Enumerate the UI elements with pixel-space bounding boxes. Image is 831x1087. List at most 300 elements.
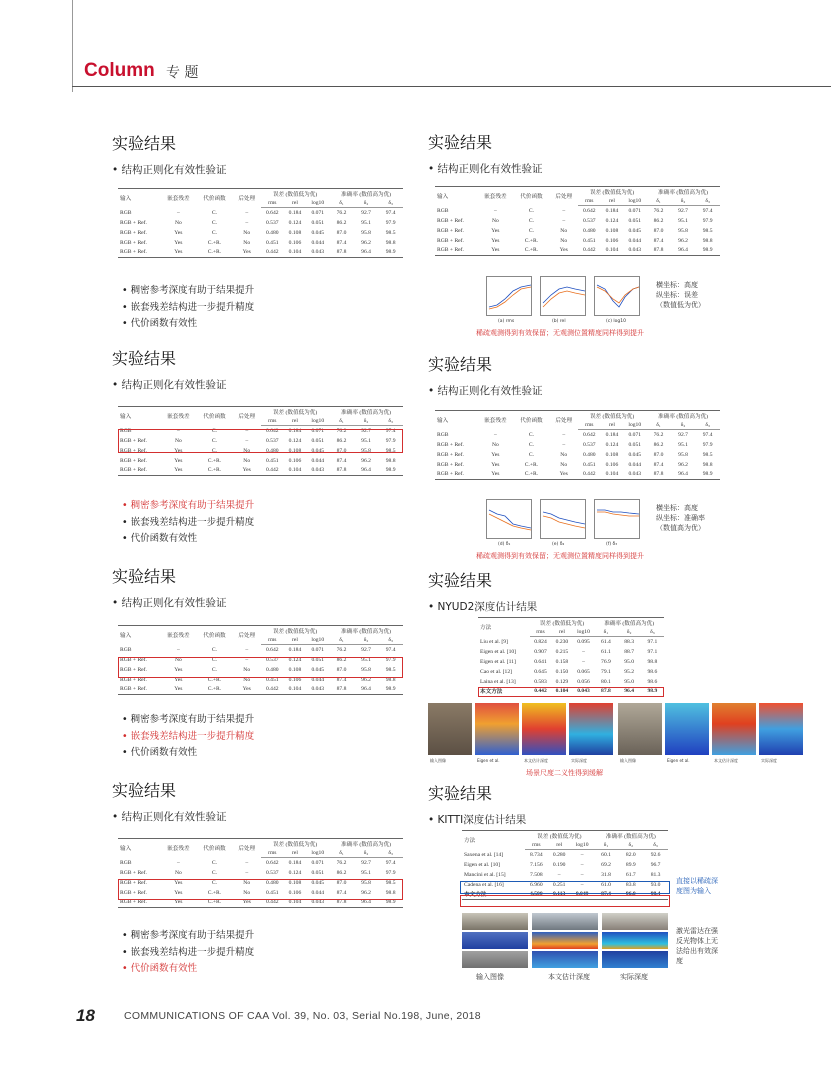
table-subheader-cell: δ₃ <box>695 421 720 430</box>
table-cell: RGB + Ref. <box>120 869 147 876</box>
table-cell: C. <box>211 219 218 226</box>
table-cell: 0.051 <box>628 441 642 448</box>
table-cell: – <box>176 427 180 434</box>
bullet-item: • 代价函数有效性 <box>122 963 198 974</box>
table-cell: 0.184 <box>605 431 619 438</box>
table-cell: 0.044 <box>311 239 325 246</box>
table-cell: No <box>243 879 251 886</box>
table-cell: RGB + Ref. <box>120 676 147 683</box>
plot-svg <box>487 500 533 540</box>
table-row <box>478 667 664 677</box>
header-rule <box>72 86 817 87</box>
table-cell: 86.2 <box>653 217 664 224</box>
table-subheader-cell: δ₁ <box>594 841 619 850</box>
table-cell: No <box>243 889 251 896</box>
plot-caption: (b) rel <box>552 319 566 324</box>
table-cell: 92.6 <box>650 851 661 858</box>
table-cell: C.+R. <box>524 237 539 244</box>
table-cell: 本文方法 <box>480 689 503 696</box>
depth-image <box>759 703 803 755</box>
plots-note-line: （数值低为优） <box>656 301 705 309</box>
table-cell: 98.9 <box>647 688 658 695</box>
kitti-note-black <box>676 926 718 966</box>
table-header-cell: 输入 <box>437 194 449 201</box>
table-cell: 98.5 <box>385 447 396 454</box>
table-group-accuracy: 准确率 (数值高为优) <box>341 409 392 416</box>
section-subtitle-l1: • 结构正则化有效性验证 <box>112 164 227 176</box>
table-cell: RGB + Ref. <box>120 457 147 464</box>
section-subtitle-r1: • 结构正则化有效性验证 <box>428 163 543 175</box>
section-subtitle-l3: • 结构正则化有效性验证 <box>112 597 227 609</box>
table-cell: 95.1 <box>361 869 371 876</box>
table-cell: No <box>243 239 251 246</box>
table-cell: 0.451 <box>582 237 596 244</box>
table-subheader-cell: log10 <box>306 199 329 208</box>
table-cell: RGB + Ref. <box>120 879 147 886</box>
table-cell: – <box>557 871 561 878</box>
table-cell: 87.0 <box>336 229 347 236</box>
line-plot-r1 <box>540 276 586 316</box>
table-subheader-cell: log10 <box>306 849 329 858</box>
table-cell: Yes <box>174 467 183 474</box>
section-subtitle-r4: • KITTI深度估计结果 <box>428 814 527 826</box>
table-header-cell: 方法 <box>480 625 492 632</box>
table-cell: 61.7 <box>625 871 636 878</box>
plots-note <box>656 503 705 533</box>
table-row <box>435 216 720 226</box>
table-header-cell: 方法 <box>464 838 476 845</box>
section-title-r3: 实验结果 <box>428 571 493 590</box>
table-cell: C. <box>528 227 535 234</box>
table-cell: 0.045 <box>311 229 325 236</box>
table-cell: 87.8 <box>601 688 611 695</box>
table-cell: RGB + Ref. <box>437 451 464 458</box>
table-cell: No <box>243 229 251 236</box>
table-cell: RGB + Ref. <box>120 656 147 663</box>
table-cell: C. <box>528 441 535 448</box>
table-cell: 0.045 <box>311 879 325 886</box>
table-cell: – <box>580 881 584 888</box>
table-cell: 97.4 <box>385 427 396 434</box>
table-cell: 0.124 <box>288 656 302 663</box>
depth-image <box>522 703 566 755</box>
table-cell: 0.158 <box>555 658 569 665</box>
table-cell: 86.2 <box>653 441 664 448</box>
depth-image <box>428 703 472 755</box>
reg-table-r1 <box>435 186 720 256</box>
header-rule-tick <box>817 86 831 87</box>
table-cell: No <box>560 461 568 468</box>
table-cell: 0.071 <box>311 427 325 434</box>
table-cell: 0.451 <box>265 457 279 464</box>
table-group-accuracy: 准确率 (数值高为优) <box>341 841 392 848</box>
table-cell: 98.8 <box>702 237 713 244</box>
table-cell: RGB <box>120 209 132 216</box>
depth-image <box>618 703 662 755</box>
table-cell: Eigen et al. [10] <box>464 861 501 868</box>
table-cell: C.+R. <box>207 676 222 683</box>
table-subheader-cell: log10 <box>571 841 594 850</box>
table-cell: – <box>245 209 249 216</box>
table-cell: No <box>243 447 251 454</box>
table-subheader-cell: δ₃ <box>643 841 668 850</box>
nyud-table <box>478 617 664 697</box>
line-plot-r2 <box>594 499 640 539</box>
table-subheader-cell: δ₃ <box>641 628 664 637</box>
table-cell: Mancini et al. [15] <box>464 871 506 878</box>
plot-caption: (c) log10 <box>606 319 627 324</box>
table-cell: – <box>580 851 584 858</box>
table-cell: 98.9 <box>385 467 396 474</box>
table-cell: 95.0 <box>624 678 635 685</box>
table-cell: 0.280 <box>552 851 566 858</box>
table-cell: 96.4 <box>361 899 371 906</box>
plots-note <box>656 280 705 310</box>
table-cell: C.+R. <box>207 249 222 256</box>
table-cell: 87.4 <box>601 891 611 898</box>
table-cell: 0.642 <box>265 427 279 434</box>
plots-note-line: 纵坐标：误差 <box>656 291 698 299</box>
table-cell: 61.0 <box>601 881 611 888</box>
table-cell: 0.051 <box>628 217 642 224</box>
table-cell: 0.824 <box>534 638 547 645</box>
table-cell: Yes <box>559 471 568 478</box>
table-cell: 97.9 <box>702 217 713 224</box>
table-cell: RGB + Ref. <box>120 447 147 454</box>
depth-image <box>475 703 519 755</box>
table-cell: 87.0 <box>653 451 664 458</box>
section-title-l4: 实验结果 <box>112 781 177 800</box>
table-subheader-cell: rms <box>261 849 284 858</box>
bullet-item: • 代价函数有效性 <box>122 318 198 329</box>
table-header-cell: 后处理 <box>238 196 256 203</box>
line-plot-r2 <box>540 499 586 539</box>
table-cell: 7.508 <box>530 871 543 878</box>
table-cell: 92.7 <box>678 431 688 438</box>
table-cell: 96.2 <box>678 237 688 244</box>
table-row <box>435 440 720 450</box>
table-cell: 0.044 <box>628 237 642 244</box>
table-cell: Yes <box>242 899 251 906</box>
table-cell: 0.184 <box>605 207 619 214</box>
table-cell: 0.108 <box>605 227 619 234</box>
table-subheader-cell: δ₂ <box>354 636 379 645</box>
section-title-l3: 实验结果 <box>112 567 177 586</box>
table-cell: – <box>245 859 249 866</box>
table-cell: 0.442 <box>534 688 547 695</box>
table-subheader-cell: rel <box>284 636 307 645</box>
table-cell: 96.7 <box>650 861 661 868</box>
table-cell: 98.5 <box>385 229 396 236</box>
table-cell: No <box>491 441 499 448</box>
section-subtitle-r2: • 结构正则化有效性验证 <box>428 385 543 397</box>
table-cell: Yes <box>174 676 183 683</box>
plot-series-line <box>543 516 585 528</box>
table-cell: RGB + Ref. <box>120 239 147 246</box>
kitti-note-black-line: 激光雷达在强 <box>676 927 718 935</box>
table-cell: No <box>560 451 568 458</box>
table-cell: Yes <box>174 889 183 896</box>
nyud-red-caption: 场景尺度二义性得到缓解 <box>526 769 603 777</box>
table-cell: 0.442 <box>582 247 596 254</box>
table-cell: 87.8 <box>336 467 347 474</box>
reg-table-l1 <box>118 188 403 258</box>
table-cell: 0.044 <box>628 461 642 468</box>
table-cell: RGB + Ref. <box>437 471 464 478</box>
table-subheader-cell: δ₁ <box>594 628 617 637</box>
table-group-error: 误差 (数值低为优) <box>272 628 318 635</box>
table-cell: Cadena et al. [16] <box>464 881 504 888</box>
table-row <box>118 645 403 655</box>
table-cell: Yes <box>174 666 183 673</box>
table-cell: 96.4 <box>624 688 635 695</box>
table-cell: 0.537 <box>265 656 279 663</box>
table-cell: Yes <box>491 247 500 254</box>
table-cell: RGB + Ref. <box>120 899 147 906</box>
table-cell: 0.108 <box>288 229 302 236</box>
table-cell: Yes <box>174 229 183 236</box>
table-subheader-cell: rms <box>530 628 551 637</box>
table-cell: No <box>243 676 251 683</box>
table-cell: 31.8 <box>601 871 611 878</box>
kitti-image <box>602 951 668 968</box>
table-cell: 87.4 <box>653 237 664 244</box>
table-subheader-cell: log10 <box>573 628 595 637</box>
table-cell: 79.1 <box>601 668 611 675</box>
table-subheader-cell: δ₁ <box>329 417 354 426</box>
depth-image-label: 输入图像 <box>430 758 446 763</box>
table-cell: 96.0 <box>625 891 636 898</box>
highlight-box <box>118 879 403 900</box>
table-subheader-cell: δ₁ <box>646 421 671 430</box>
table-cell: C. <box>211 447 218 454</box>
plots-note-line: 横坐标：高度 <box>656 504 698 512</box>
section-title-r4: 实验结果 <box>428 784 493 803</box>
table-cell: 0.108 <box>288 666 302 673</box>
table-group-error: 误差 (数值低为优) <box>539 620 585 627</box>
table-cell: 98.9 <box>385 686 396 693</box>
table-subheader-cell: rel <box>601 421 624 430</box>
table-cell: 98.6 <box>647 678 658 685</box>
table-cell: RGB + Ref. <box>437 237 464 244</box>
table-cell: RGB + Ref. <box>437 217 464 224</box>
table-subheader-cell: rms <box>261 199 284 208</box>
table-subheader-cell: log10 <box>623 197 646 206</box>
table-cell: 0.642 <box>582 207 596 214</box>
table-cell: 0.190 <box>552 861 566 868</box>
table-cell: 87.4 <box>336 889 347 896</box>
table-header-cell: 代价函数 <box>203 414 226 421</box>
table-cell: 0.480 <box>265 879 279 886</box>
table-cell: 0.480 <box>265 447 279 454</box>
kitti-image <box>462 932 528 949</box>
highlight-box <box>460 895 670 907</box>
table-cell: 83.8 <box>625 881 636 888</box>
table-cell: RGB + Ref. <box>120 229 147 236</box>
table-row <box>435 460 720 470</box>
table-cell: 4.500 <box>530 891 543 898</box>
table-row <box>118 208 403 218</box>
table-cell: – <box>245 427 249 434</box>
table-subheader-cell: δ₂ <box>354 849 379 858</box>
table-cell: 0.071 <box>311 859 325 866</box>
table-header-cell: 后处理 <box>238 414 256 421</box>
table-cell: – <box>493 207 497 214</box>
kitti-note-blue <box>676 876 718 896</box>
kitti-image-label: 输入图像 <box>476 973 504 981</box>
kitti-image-label: 实际深度 <box>620 973 648 981</box>
table-cell: 76.2 <box>336 427 347 434</box>
table-cell: 0.106 <box>288 889 302 896</box>
table-cell: C. <box>528 207 535 214</box>
section-title-l1: 实验结果 <box>112 134 177 153</box>
table-header-cell: 输入 <box>437 418 449 425</box>
table-header-cell: 嵌套残差 <box>167 846 190 853</box>
bullet-list <box>122 283 254 333</box>
kitti-note-blue-line: 直接以稀疏深 <box>676 877 718 885</box>
plot-caption: (e) δ₂ <box>552 542 565 547</box>
table-cell: 97.9 <box>385 656 396 663</box>
bullet-item: • 稠密参考深度有助于结果提升 <box>122 500 255 511</box>
table-group-accuracy: 准确率 (数值高为优) <box>341 628 392 635</box>
table-cell: 0.104 <box>605 471 619 478</box>
table-cell: 95.8 <box>361 229 371 236</box>
table-header-cell: 代价函数 <box>520 418 543 425</box>
table-cell: Eigen et al. [11] <box>480 658 516 665</box>
table-cell: RGB <box>120 427 132 434</box>
plots-note-line: （数值高为优） <box>656 524 705 532</box>
table-cell: Yes <box>174 899 183 906</box>
table-cell: – <box>245 869 249 876</box>
bullet-item: • 代价函数有效性 <box>122 533 198 544</box>
table-cell: 0.537 <box>265 219 279 226</box>
table-cell: – <box>245 646 249 653</box>
table-cell: 0.642 <box>265 646 279 653</box>
table-cell: 98.9 <box>702 471 713 478</box>
column-label: Column <box>84 60 155 81</box>
section-title-r2: 实验结果 <box>428 355 493 374</box>
table-cell: 0.108 <box>605 451 619 458</box>
table-cell: 88.7 <box>624 648 635 655</box>
table-header-cell: 输入 <box>120 414 132 421</box>
table-cell: 97.1 <box>647 648 658 655</box>
table-cell: 96.4 <box>678 471 688 478</box>
table-cell: 0.065 <box>577 668 590 675</box>
table-cell: 98.8 <box>702 461 713 468</box>
table-cell: 0.442 <box>582 471 596 478</box>
depth-image-label: 本文估计深度 <box>524 758 548 763</box>
table-cell: 6.960 <box>530 881 543 888</box>
table-subheader-cell: δ₃ <box>378 417 403 426</box>
table-row <box>435 430 720 440</box>
table-cell: 0.124 <box>605 441 619 448</box>
table-row <box>435 236 720 246</box>
table-cell: 69.2 <box>601 861 611 868</box>
table-cell: C. <box>528 217 535 224</box>
table-row <box>435 206 720 216</box>
kitti-image <box>462 951 528 968</box>
table-subheader-cell: δ₂ <box>618 841 643 850</box>
table-cell: 0.043 <box>577 688 590 695</box>
table-cell: Yes <box>242 249 251 256</box>
table-cell: 97.4 <box>702 207 713 214</box>
table-cell: 86.2 <box>336 219 347 226</box>
kitti-image <box>602 913 668 930</box>
table-cell: 96.2 <box>361 676 371 683</box>
table-cell: 93.0 <box>650 881 661 888</box>
table-cell: C.+R. <box>207 457 222 464</box>
table-header-cell: 代价函数 <box>520 194 543 201</box>
table-cell: 0.251 <box>552 881 566 888</box>
table-subheader-cell: rel <box>284 417 307 426</box>
table-cell: 95.8 <box>361 447 371 454</box>
section-subtitle-r3: • NYUD2深度估计结果 <box>428 601 538 613</box>
table-cell: 96.2 <box>361 889 371 896</box>
table-row <box>118 238 403 248</box>
table-cell: 0.480 <box>265 666 279 673</box>
table-cell: Liu et al. [9] <box>480 638 508 645</box>
bullet-item: • 嵌套残差结构进一步提升精度 <box>122 516 255 528</box>
table-header-cell: 代价函数 <box>203 633 226 640</box>
highlight-box <box>118 429 403 453</box>
plot-series-line <box>597 287 639 303</box>
table-header-cell: 后处理 <box>238 846 256 853</box>
table-subheader-cell: δ₂ <box>618 628 641 637</box>
table-row <box>118 456 403 466</box>
table-cell: 98.8 <box>385 239 396 246</box>
plot-caption: (a) rms <box>498 319 515 324</box>
table-cell: 0.051 <box>311 219 325 226</box>
table-cell: 87.8 <box>336 899 347 906</box>
table-cell: 0.641 <box>534 658 547 665</box>
table-row <box>478 657 664 667</box>
table-cell: 本文方法 <box>464 892 487 899</box>
table-cell: 97.4 <box>385 209 396 216</box>
table-cell: 0.451 <box>265 889 279 896</box>
table-cell: 81.3 <box>650 871 661 878</box>
table-cell: – <box>580 861 584 868</box>
table-row <box>478 677 664 687</box>
table-cell: 0.480 <box>582 227 596 234</box>
plots-note-line: 横坐标：高度 <box>656 281 698 289</box>
table-row <box>435 226 720 236</box>
table-cell: 96.2 <box>678 461 688 468</box>
table-cell: 97.9 <box>385 869 396 876</box>
table-cell: 0.051 <box>311 869 325 876</box>
table-cell: 95.8 <box>678 227 688 234</box>
table-cell: No <box>243 666 251 673</box>
table-cell: 98.8 <box>647 658 658 665</box>
table-cell: 0.230 <box>555 638 569 645</box>
bullet-item: • 稠密参考深度有助于结果提升 <box>122 714 255 725</box>
table-cell: 98.9 <box>385 899 396 906</box>
table-cell: 95.8 <box>361 879 371 886</box>
table-cell: 0.104 <box>288 899 302 906</box>
table-cell: 87.0 <box>336 879 347 886</box>
table-subheader-cell: δ₁ <box>329 636 354 645</box>
table-cell: 95.8 <box>678 451 688 458</box>
plot-series-line <box>489 514 531 530</box>
table-cell: 0.537 <box>582 441 596 448</box>
table-cell: 98.5 <box>385 666 396 673</box>
table-cell: 92.7 <box>361 646 371 653</box>
plot-series-line <box>597 285 639 307</box>
table-cell: RGB <box>437 207 449 214</box>
table-cell: 0.051 <box>311 437 325 444</box>
bullet-item: • 稠密参考深度有助于结果提升 <box>122 285 255 296</box>
table-cell: 95.1 <box>678 441 688 448</box>
plot-series-line <box>489 510 531 528</box>
